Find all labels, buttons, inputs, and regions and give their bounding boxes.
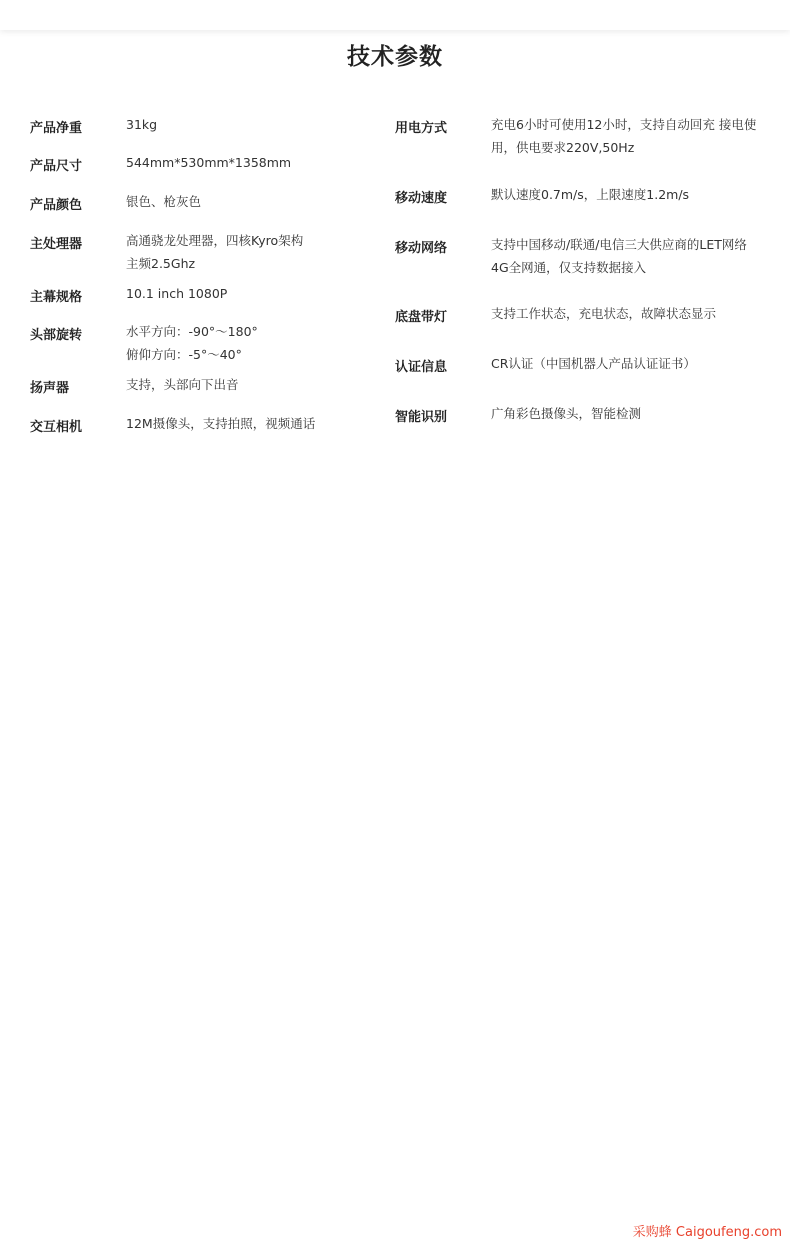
spec-value-line: 31kg [126,117,158,132]
spec-value-line: 充电6小时可使用12小时，支持自动回充 接电使 [491,117,757,132]
spec-value-line: 10.1 inch 1080P [126,286,228,301]
spec-value-line: 支持中国移动/联通/电信三大供应商的LET网络 [491,237,747,252]
spec-value-line: 银色、枪灰色 [126,194,202,209]
spec-value [491,302,716,325]
spec-value [126,151,291,174]
page-title: 技术参数 [347,44,443,70]
spec-value-line: 4G全网通，仅支持数据接入 [491,260,647,275]
spec-label: 移动速度 [395,191,448,206]
spec-label: 底盘带灯 [395,310,448,325]
spec-value [491,113,756,159]
spec-value-line: 默认速度0.7m/s，上限速度1.2m/s [491,187,690,202]
spec-label: 移动网络 [395,241,448,256]
spec-value-line: 高通骁龙处理器，四核Kyro架构 [126,233,304,248]
top-bar [0,0,790,30]
spec-value-line: 支持工作状态，充电状态，故障状态显示 [491,306,717,321]
spec-value [491,233,747,279]
spec-value [126,282,227,305]
spec-label: 主幕规格 [30,290,83,305]
spec-value [126,190,201,213]
spec-value [126,373,239,396]
spec-value [126,320,258,366]
spec-label: 认证信息 [395,360,448,375]
spec-label: 主处理器 [30,237,83,252]
spec-label: 头部旋转 [30,328,83,343]
spec-label: 产品尺寸 [30,159,83,174]
spec-label: 产品颜色 [30,198,83,213]
spec-value-line: 俯仰方向：-5°～40° [126,347,242,362]
spec-value-line: 12M摄像头，支持拍照，视频通话 [126,416,316,431]
spec-value [491,183,689,206]
spec-value-line: 主频2.5Ghz [126,256,196,271]
spec-label: 交互相机 [30,420,83,435]
spec-value [126,229,303,275]
spec-label: 智能识别 [395,410,448,425]
spec-value-line: 支持，头部向下出音 [126,377,239,392]
spec-value-line: 544mm*530mm*1358mm [126,155,292,170]
watermark: 采购蜂 Caigoufeng.com [632,1225,782,1240]
spec-value [491,352,696,375]
spec-value-line: 水平方向：-90°～180° [126,324,258,339]
spec-value [126,412,315,435]
spec-label: 扬声器 [30,381,70,396]
spec-label: 产品净重 [30,121,83,136]
spec-value-line: 用，供电要求220V,50Hz [491,140,635,155]
spec-value-line: CR认证（中国机器人产品认证证书） [491,356,696,371]
spec-value [491,402,641,425]
spec-value-line: 广角彩色摄像头，智能检测 [491,406,642,421]
spec-label: 用电方式 [395,121,448,136]
spec-value [126,113,157,136]
